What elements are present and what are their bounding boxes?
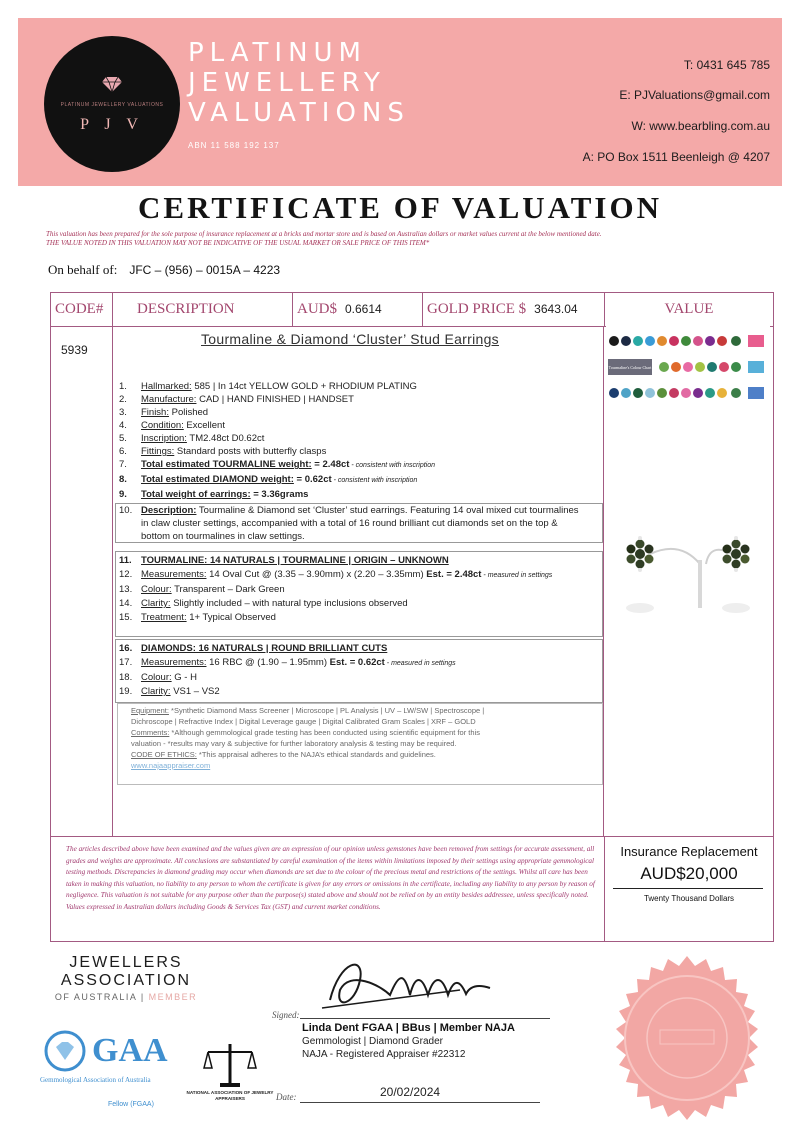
- jaa-logo: [46, 954, 206, 1002]
- gold-label: GOLD PRICE $: [427, 301, 527, 317]
- legal-disclaimer: The articles described above have been examined and the values given are an expression of our opinion unless gemstones have been removed from settings for accurate assessment, all grades and weights are approximate. All conclusions are substantiated by careful examination of the items within limitations imposed by their settings using appropriate gemmological testing methods. Discrepancies in diamond grading may occur when diamonds are set due to the colour of the precious metal and restrictions of the settings. Whilst all care has been taken in making this valuation, no liability to any person to whom the certificate is given for any errors or omissions in the certificate, including any liability to any person by reason of negligence. This valuation is not suitable for any purpose other than the purpose(s) stated above and should not be relied on by an entity besides addressee, unless specifically noted. Values expressed in Australian dollars including Goods & Services Tax (GST) and current market conditions.: [66, 845, 595, 911]
- naja-website-link[interactable]: www.najaappraiser.com: [131, 761, 211, 770]
- insurance-value-words: Twenty Thousand Dollars: [643, 894, 735, 903]
- signer-role: Gemmologist | Diamond Grader: [302, 1036, 443, 1047]
- signature-image: [310, 950, 500, 1020]
- disclaimer-line: This valuation has been prepared for the sole purpose of insurance replacement at a bricks and mortar store and is based on Australian dollars or market values current at the below mentioned date.: [46, 230, 602, 238]
- date-label: Date:: [276, 1092, 297, 1102]
- aud-rate: 0.6614: [345, 302, 382, 316]
- signed-label: Signed:: [272, 1010, 300, 1020]
- behalf-value: JFC – (956) – 0015A – 4223: [129, 263, 281, 277]
- jaa-line: ASSOCIATION: [60, 972, 192, 989]
- brand-line: VALUATIONS: [188, 98, 410, 128]
- aud-header: [293, 293, 423, 327]
- gem-swatch-row: [659, 361, 764, 373]
- signature-line: [300, 1018, 550, 1019]
- embossed-seal: [600, 954, 774, 1128]
- brand-line: PLATINUM: [188, 38, 367, 68]
- insurance-title: Insurance Replacement: [620, 844, 758, 859]
- item-title: Tourmaline & Diamond ‘Cluster’ Stud Earrings: [201, 331, 499, 347]
- logo-caption: PLATINUM JEWELLERY VALUATIONS: [60, 102, 164, 108]
- earrings-photo: [610, 520, 770, 630]
- naja-caption: NATIONAL ASSOCIATION OF JEWELRY APPRAISERS: [186, 1090, 274, 1101]
- earring-cluster: [627, 536, 654, 572]
- value-header: VALUE: [605, 293, 773, 327]
- tourmaline-colour-chart: [606, 325, 770, 409]
- brand-line: JEWELLERY: [188, 68, 386, 98]
- item-code: 5939: [61, 343, 88, 357]
- brand-name: [188, 38, 410, 128]
- signer-name: Linda Dent FGAA | BBus | Member NAJA: [302, 1022, 515, 1034]
- contact-email[interactable]: E: PJValuations@gmail.com: [619, 88, 770, 102]
- behalf-label: On behalf of:: [48, 262, 118, 277]
- date-line: [300, 1102, 540, 1103]
- description-header: DESCRIPTION: [113, 293, 293, 327]
- value-column-divider: [603, 327, 604, 837]
- valuation-disclaimer: [46, 230, 776, 248]
- spec-row-continued: in claw cluster settings, accompanied with a total of 16 round brilliant cut diamonds set on the top &: [141, 518, 558, 529]
- gaa-caption: Gemmological Association of Australia: [40, 1076, 151, 1084]
- earring-cluster: [723, 536, 750, 572]
- contact-website[interactable]: W: www.bearbling.com.au: [631, 119, 770, 133]
- insurance-box: [604, 836, 774, 942]
- pjv-logo: [44, 36, 180, 172]
- chart-label: Tourmaline's Colour Chart: [608, 365, 652, 370]
- insurance-value: AUD$20,000: [640, 864, 738, 883]
- contact-address: A: PO Box 1511 Beenleigh @ 4207: [582, 150, 770, 164]
- abn-number: ABN 11 588 192 137: [188, 141, 280, 150]
- code-header: CODE#: [51, 293, 113, 327]
- gold-price: 3643.04: [534, 302, 578, 316]
- valuation-date: 20/02/2024: [380, 1085, 441, 1099]
- insurance-underline: [613, 888, 763, 889]
- jaa-line: OF AUSTRALIA | MEMBER: [54, 992, 198, 1002]
- diamond-icon: [102, 76, 122, 92]
- equipment-notes: Equipment: *Synthetic Diamond Mass Screener | Microscope | PL Analysis | UV – LW/SW | Spectroscope | Dichroscope | Refractive Index | Digital Leverage gauge | Digital Calibrated Gram Scales | XRF – GOLD Comments: *Although gemmological grade testing has been conducted using scientific equipment for this valuation - *results may vary & subjective for further laboratory analysis & testing may be required. CODE OF ETHICS: *This appraisal adheres to the NAJA’s ethical standards and guidelines. www.najaappraiser.com: [131, 706, 485, 770]
- letterhead: [18, 18, 782, 186]
- spec-row-continued: bottom on tourmalines in claw settings.: [141, 531, 305, 542]
- code-column: [51, 327, 113, 837]
- aud-label: AUD$: [297, 301, 337, 317]
- naja-scales-icon: [200, 1040, 260, 1090]
- logo-initials: P J V: [80, 116, 144, 133]
- valuation-table: CODE# DESCRIPTION AUD$ 0.6614 GOLD PRICE $ 3643.04 VALUE 5939 Tourmaline & Diamond ‘Cluster’ Stud Earrings 1. Hallmarked: 585 | In 14ct YELLOW GOLD + RHODIUM PLATING 2. Manufacture: CAD | HAND FINISHED | HANDSET 3. Finish: Polished 4. Condition: Excellent 5. Inscription: TM2.48ct D0.62ct 6. Fittings: Standard posts with butterfly clasps 7. Total estimated TOURMALINE weight: = 2.48ct - consistent with inscription 8. Total estimated DIAMOND weight: = 0.62ct - consistent with inscription 9. Total weight of earrings: = 3.36grams 10. Description: Tourmaline & Diamond set ‘Cluster’ stud earrings. Featuring 14 oval mixed cut tourmalines in claw cluster settings, accompanied with a total of 16 round brilliant cut diamonds set on the top & bottom on tourmalines in claw settings. 11. TOURMALINE: 14 NATURALS | TOURMALINE | ORIGIN – UNKNOWN 12. Measurements: 14 Oval Cut @ (3.35 – 3.90mm) x (2.20 – 3.35mm) Est. = 2.48ct - measured in settings 13. Colour: Transparent – Dark Green 14. Clarity: Slightly included – with natural type inclusions observed 15. Treatment: 1+ Typical Observed 16. DIAMONDS: 16 NATURALS | ROUND BRILLIANT CUTS 17. Measurements: 16 RBC @ (1.90 – 1.95mm) Est. = 0.62ct - measured in settings 18. Colour: G - H 19. Clarity: VS1 – VS2 Equipment: *Synthetic Diamond Mass Screener | Microscope | PL Analysis | UV – LW/SW | Spectroscope | Dichroscope | Refractive Index | Digital Leverage gauge | Digital Calibrated Gram Scales | XRF – GOLD Comments: *Although gemmological grade testing has been conducted using scientific equipment for this valuation - *results may vary & subjective for further laboratory analysis & testing may be required. CODE OF ETHICS: *This appraisal adheres to the NAJA’s ethical standards and guidelines. www.najaappraiser.com: [50, 292, 774, 942]
- gaa-logo-text: GAA: [92, 1032, 168, 1069]
- certificate-title: CERTIFICATE OF VALUATION: [138, 190, 662, 225]
- disclaimer-line: THE VALUE NOTED IN THIS VALUATION MAY NOT BE INDICATIVE OF THE USUAL MARKET OR SALE PRICE OF THIS ITEM*: [46, 239, 430, 247]
- signer-registration: NAJA - Registered Appraiser #22312: [302, 1049, 466, 1060]
- contact-phone: T: 0431 645 785: [683, 58, 770, 72]
- jaa-line: JEWELLERS: [69, 954, 183, 971]
- on-behalf-of: [48, 262, 280, 278]
- fellow-label: Fellow (FGAA): [108, 1101, 154, 1108]
- gaa-gem-icon: [44, 1030, 86, 1072]
- gold-price-header: [423, 293, 605, 327]
